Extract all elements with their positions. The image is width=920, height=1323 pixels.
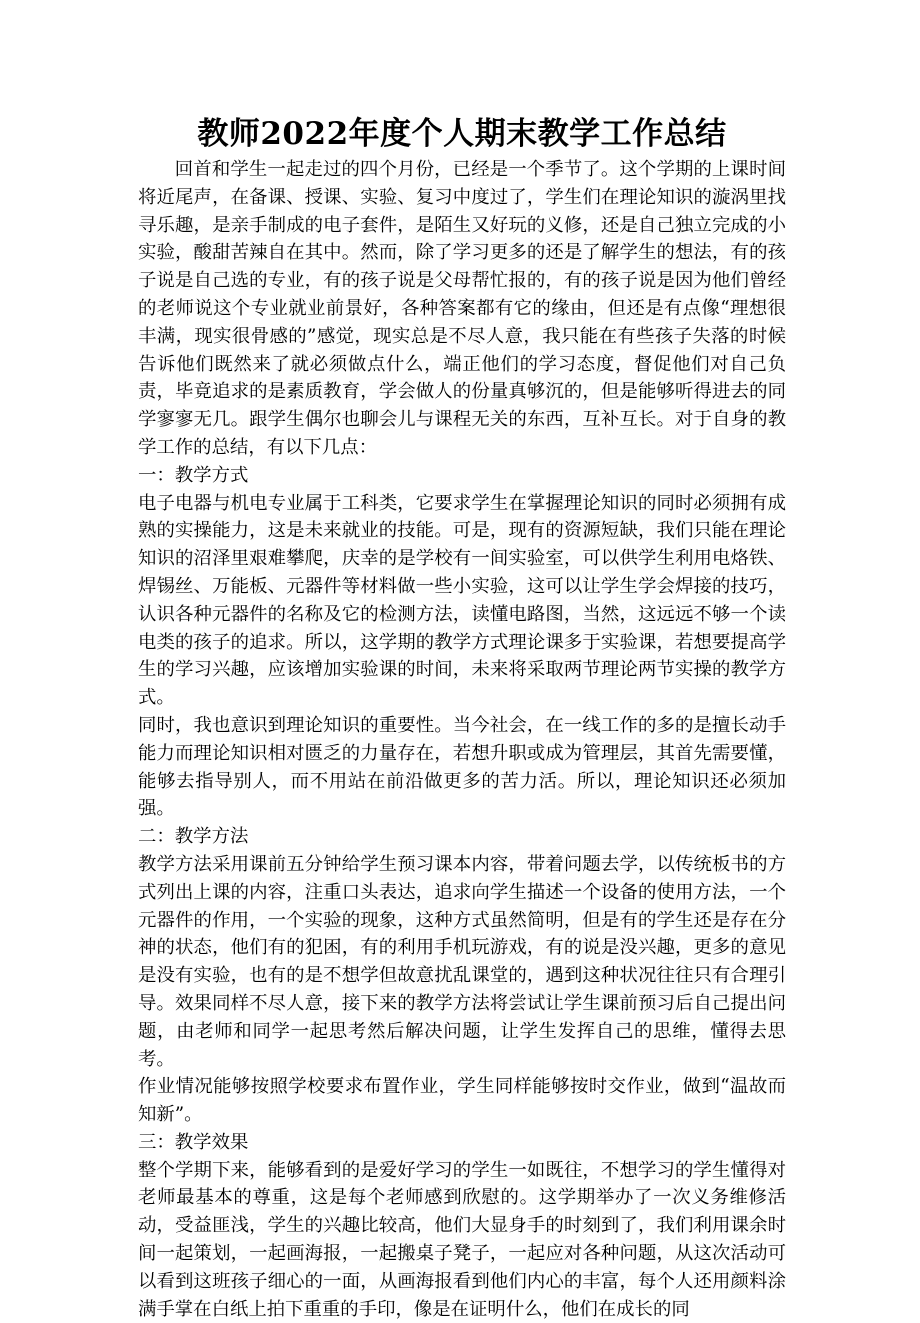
paragraph: 整个学期下来，能够看到的是爱好学习的学生一如既往，不想学习的学生懂得对老师最基本的尊重，这是每个老师感到欣慰的。这学期举办了一次义务维修活动，受益匪浅，学生的兴趣比较高，他们大显身手的时刻到了，我们利用课余时间一起策划，一起画海报，一起搬桌子凳子，一起应对各种问题，从这次活动可以看到这班孩子细心的一面，从画海报看到他们内心的丰富，每个人还用颜料涂满手掌在白纸上拍下重重的手印，像是在证明什么，他们在成长的同 (138, 1159, 786, 1320)
paragraph: 作业情况能够按照学校要求布置作业，学生同样能够按时交作业，做到“温故而知新”。 (138, 1076, 786, 1126)
section-heading-teaching-effect: 三：教学效果 (138, 1131, 249, 1153)
paragraph: 同时，我也意识到理论知识的重要性。当今社会，在一线工作的多的是擅长动手能力而理论知识相对匮乏的力量存在，若想升职或成为管理层，其首先需要懂，能够去指导别人，而不用站在前沿做更多的苦力活。所以，理论知识还必须加强。 (138, 714, 786, 820)
paragraph: 教学方法采用课前五分钟给学生预习课本内容，带着问题去学，以传统板书的方式列出上课的内容，注重口头表达，追求向学生描述一个设备的使用方法，一个元器件的作用，一个实验的现象，这种方式虽然简明，但是有的学生还是存在分神的状态，他们有的犯困，有的利用手机玩游戏，有的说是没兴趣，更多的意见是没有实验，也有的是不想学但故意扰乱课堂的，遇到这种状况往往只有合理引导。效果同样不尽人意，接下来的教学方法将尝试让学生课前预习后自己提出问题，由老师和同学一起思考然后解决问题，让学生发挥自己的思维，懂得去思考。 (138, 853, 786, 1070)
intro-paragraph: 回首和学生一起走过的四个月份，已经是一个季节了。这个学期的上课时间将近尾声，在备课、授课、实验、复习中度过了，学生们在理论知识的漩涡里找寻乐趣，是亲手制成的电子套件，是陌生又好玩的义修，还是自己独立完成的小实验，酸甜苦辣自在其中。然而，除了学习更多的还是了解学生的想法，有的孩子说是自己选的专业，有的孩子说是父母帮忙报的，有的孩子说是因为他们曾经的老师说这个专业就业前景好，各种答案都有它的缘由，但还是有点像“理想很丰满，现实很骨感的”感觉，现实总是不尽人意，我只能在有些孩子失落的时候告诉他们既然来了就必须做点什么，端正他们的学习态度，督促他们对自己负责，毕竟追求的是素质教育，学会做人的份量真够沉的，但是能够听得进去的同学寥寥无几。跟学生偶尔也聊会儿与课程无关的东西，互补互长。对于自身的教学工作的总结，有以下几点： (138, 159, 786, 458)
section-heading-teaching-method: 二：教学方法 (138, 826, 249, 848)
document-title: 教师2022年度个人期末教学工作总结 (197, 116, 727, 152)
document-page (138, 112, 786, 1323)
section-heading-teaching-mode: 一：教学方式 (138, 464, 249, 486)
paragraph: 电子电器与机电专业属于工科类，它要求学生在掌握理论知识的同时必须拥有成熟的实操能力，这是未来就业的技能。可是，现有的资源短缺，我们只能在理论知识的沼泽里艰难攀爬，庆幸的是学校有一间实验室，可以供学生利用电烙铁、焊锡丝、万能板、元器件等材料做一些小实验，这可以让学生学会焊接的技巧，认识各种元器件的名称及它的检测方法，读懂电路图，当然，这远远不够一个读电类的孩子的追求。所以，这学期的教学方式理论课多于实验课，若想要提高学生的学习兴趣，应该增加实验课的时间，未来将采取两节理论两节实操的教学方式。 (138, 492, 786, 709)
